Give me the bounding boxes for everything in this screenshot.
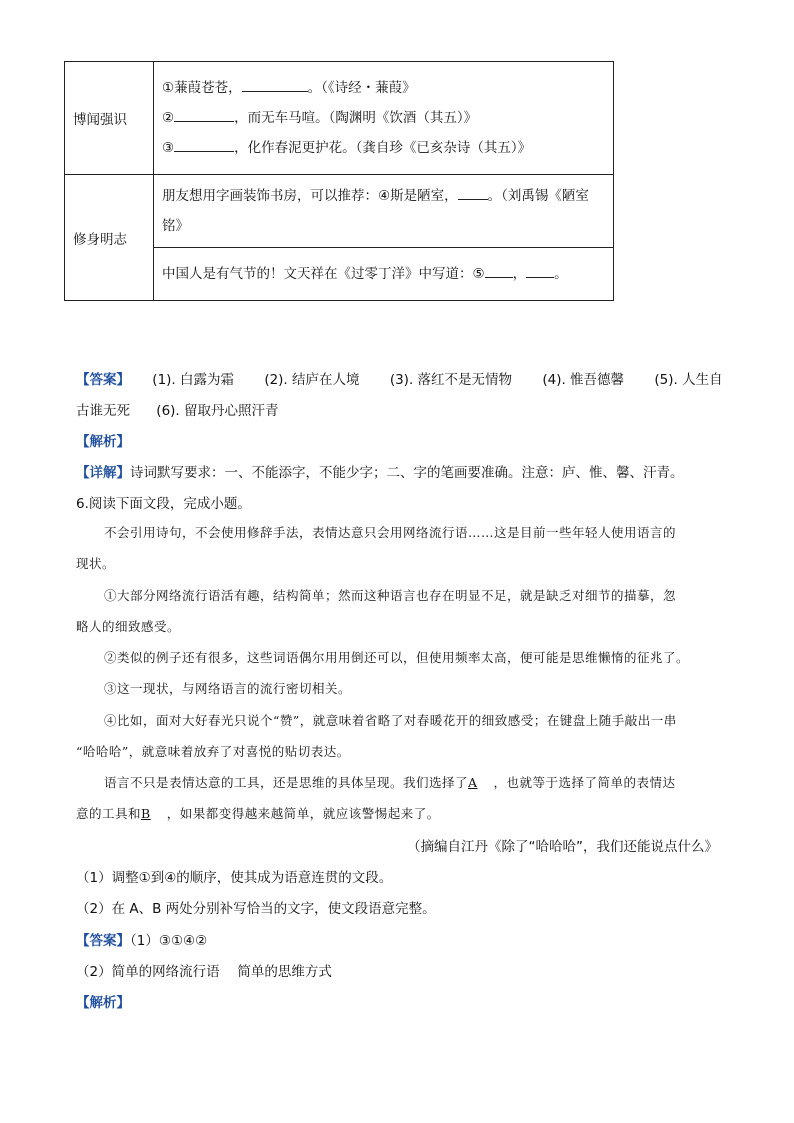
line-text: 。（《诗经・蒹葭》	[307, 80, 416, 96]
answer-item: 古谁无死	[76, 403, 130, 419]
passage-para-1-line-1: ①大部分网络流行语活有趣，结构简单；然而这种语言也存在明显不足，就是缺乏对细节的描摹，忽	[104, 588, 677, 603]
answer-blank	[174, 107, 234, 122]
content-cell	[154, 175, 614, 248]
blank-a: A	[468, 775, 478, 790]
sub-question-1: （1）调整①到④的顺序，使其成为语意连贯的文段。	[76, 870, 393, 886]
line-text: ，	[512, 266, 527, 282]
passage-text: ，也就等于选择了简单的表情达	[493, 775, 676, 790]
answer-2-line-1	[76, 929, 207, 949]
detail-text: 诗词默写要求：一、不能添字，不能少字；二、字的笔画要准确。注意：庐、惟、馨、汗青。	[130, 465, 684, 481]
table-row	[65, 175, 614, 248]
question-6-title: 6.阅读下面文段，完成小题。	[76, 496, 251, 512]
passage-para-0-line-2: 现状。	[76, 556, 116, 571]
passage-para-3: ③这一现状，与网络语言的流行密切相关。	[104, 681, 352, 696]
answer-blank	[242, 77, 308, 92]
poetry-table	[64, 61, 614, 301]
answer-blank	[526, 263, 554, 278]
detail-line	[76, 461, 684, 481]
answer-item: (1). 白露为霜	[152, 372, 235, 388]
fill-line-2	[162, 103, 605, 133]
line-text: ，而无车马喧。（陶渊明《饮酒（其五）》	[234, 110, 478, 126]
line-text: ，化作春泥更护花。（龚自珍《已亥杂诗（其五）》	[234, 140, 532, 156]
answer-label: 【答案】	[76, 933, 130, 949]
fill-line-1	[162, 73, 605, 103]
answer-item: (3). 落红不是无情物	[389, 372, 513, 388]
answer-blank	[485, 263, 513, 278]
category-cell: 博闻强识	[65, 62, 154, 175]
line-text: 朋友想用字画装饰书房，可以推荐：④斯是陋室，	[162, 188, 458, 204]
category-cell: 修身明志	[65, 175, 154, 301]
line-text: ①蒹葭苍苍，	[162, 80, 242, 96]
blank-b: B	[141, 806, 151, 821]
passage-para-4-line-2: “哈哈哈”，就意味着放弃了对喜悦的贴切表达。	[76, 744, 350, 759]
answer-item: (2). 结庐在人境	[264, 372, 360, 388]
sub-question-2: （2）在 A、B 两处分别补写恰当的文字，使文段语意完整。	[76, 901, 436, 917]
passage-para-0-line-1: 不会引用诗句，不会使用修辞手法，表情达意只会用网络流行语……这是目前一些年轻人使用语言的	[104, 525, 677, 540]
answer-2-line-2: （2）简单的网络流行语 简单的思维方式	[76, 964, 332, 980]
answer-item: (6). 留取丹心照汗青	[156, 403, 279, 419]
answer-line-2	[76, 399, 279, 419]
passage-text: 语言不只是表情达意的工具，还是思维的具体呈现。我们选择了	[104, 775, 469, 790]
passage-para-4-line-1: ④比如，面对大好春光只说个“赞”，就意味着省略了对春暖花开的细致感受；在键盘上随手敲出一串	[104, 713, 677, 728]
answer-line-1	[76, 368, 723, 388]
table-row	[65, 62, 614, 175]
answer-item: (4). 惟吾德馨	[542, 372, 625, 388]
fill-line-5	[162, 259, 605, 289]
line-text: ②	[162, 110, 175, 126]
passage-para-5-line-1	[104, 773, 676, 791]
passage-text: ，如果都变得越来越简单，就应该警惕起来了。	[166, 806, 440, 821]
analysis-label: 【解析】	[76, 995, 130, 1011]
content-cell	[154, 248, 614, 301]
line-text: ③	[162, 140, 175, 156]
passage-para-1-line-2: 略人的细致感受。	[76, 619, 181, 634]
answer-label: 【答案】	[76, 372, 130, 388]
content-cell	[154, 62, 614, 175]
answer-blank	[174, 137, 234, 152]
fill-line-4	[162, 181, 605, 241]
answer-blank	[458, 185, 488, 200]
passage-para-2: ②类似的例子还有很多，这些词语偶尔用用倒还可以，但使用频率太高，便可能是思维懒惰的征兆了。	[104, 650, 690, 665]
line-text: 。（刘禹锡《陋室铭》	[162, 188, 589, 234]
passage-para-5-line-2	[76, 804, 440, 822]
answer-item: (5). 人生自	[654, 372, 723, 388]
answer-text: （1）③①④②	[130, 933, 208, 949]
analysis-label: 【解析】	[76, 434, 130, 450]
source-citation: （摘编自江丹《除了“哈哈哈”，我们还能说点什么》	[407, 839, 718, 855]
line-text: 中国人是有气节的！文天祥在《过零丁洋》中写道：⑤	[162, 266, 485, 282]
passage-text: 意的工具和	[76, 806, 142, 821]
detail-label: 【详解】	[76, 465, 130, 481]
fill-line-3	[162, 133, 605, 163]
line-text: 。	[554, 266, 568, 282]
